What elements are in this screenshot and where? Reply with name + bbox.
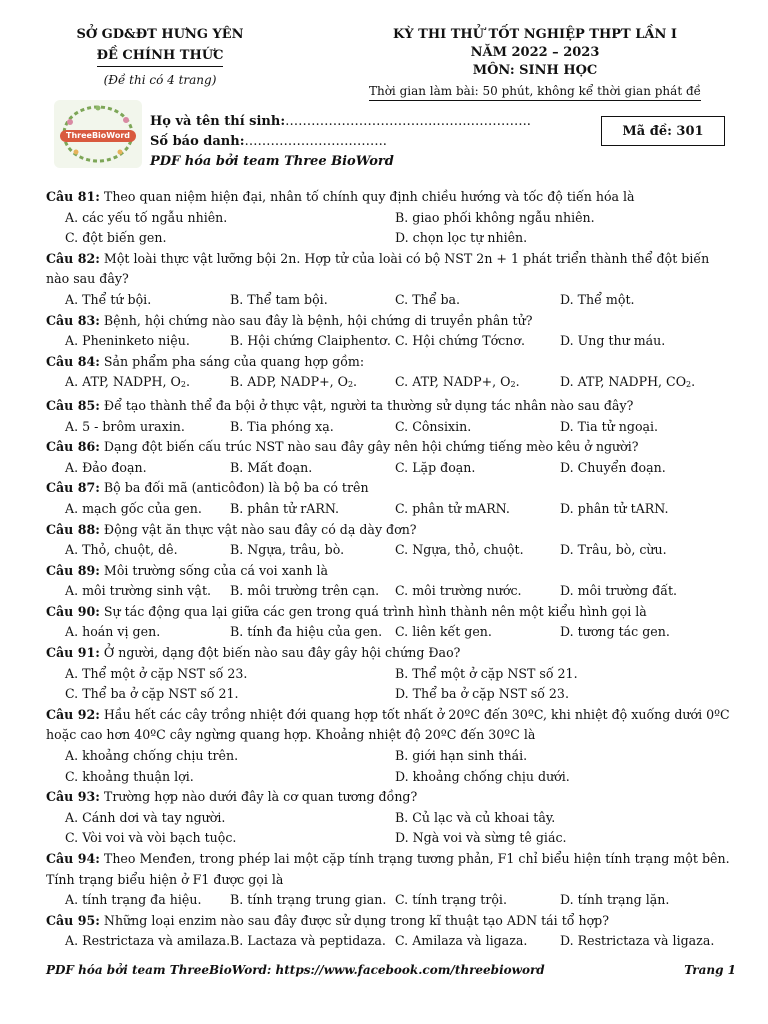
answer-options [46,208,736,249]
answer-option[interactable] [230,331,395,352]
question-text [46,249,736,290]
answer-option[interactable] [395,290,560,311]
wreath-logo-icon [54,100,142,168]
answer-option[interactable] [65,458,230,479]
answer-option[interactable] [395,622,560,643]
answer-option-text: A. khoảng chống chịu trên. [65,748,239,764]
question-number: Câu 90: [46,603,100,619]
answer-options [46,746,736,787]
question-stem: Động vật ăn thực vật nào sau đây có dạ dày đơn? [103,521,417,537]
answer-options [46,417,736,438]
exam-title: KỲ THI THỬ TỐT NGHIỆP THPT LẦN I [393,27,677,42]
answer-option[interactable]: D. ATP, NADPH, $CO_2$. [560,374,696,390]
answer-option-text: C. tính trạng trội. [395,892,507,908]
question-stem: Hầu hết các cây trồng nhiệt đới quang hợp tốt nhất ở 20ºC đến 30ºC, khi nhiệt độ xuống dưới 0ºC hoặc cao hơn 40ºC cây ngừng quang hợp. Khoảng nhiệt độ 20ºC đến 30ºC là [46,706,730,743]
answer-option[interactable] [560,499,725,520]
question-text [46,705,736,746]
answer-option[interactable] [65,290,230,311]
answer-option-text: B. Lactaza và peptidaza. [230,933,386,949]
answer-option-text: A. tính trạng đa hiệu. [65,892,202,908]
answer-option[interactable] [65,664,395,685]
answer-option-text: B. Mất đoạn. [230,459,313,475]
question-text [46,352,736,373]
answer-option-text: C. môi trường nước. [395,583,522,599]
question-number: Câu 83: [46,312,100,328]
answer-option[interactable] [230,581,395,602]
question-stem: Trường hợp nào dưới đây là cơ quan tương đồng? [103,789,418,805]
answer-option[interactable] [65,931,230,952]
answer-option-text: C. liên kết gen. [395,624,492,640]
answer-option[interactable] [65,581,230,602]
student-name-dots: ……………………………..……..………….. [285,114,531,129]
answer-option[interactable] [230,622,395,643]
answer-option-text: C. Cônsixin. [395,418,472,434]
student-info [150,112,531,172]
answer-option[interactable] [560,931,725,952]
answer-option-text: D. Ngà voi và sừng tê giác. [395,830,567,846]
answer-option-text: B. tính đa hiệu của gen. [230,624,383,640]
answer-options [46,372,736,396]
answer-options [46,890,736,911]
student-id-dots: …………………….…….. [244,134,387,149]
answer-options [46,808,736,849]
answer-options [46,581,736,602]
answer-option-text: B. giới hạn sinh thái. [395,748,528,764]
answer-option-text: D. khoảng chống chịu dưới. [395,768,570,784]
answer-option[interactable]: B. ADP, NADP+, $O_2$. [230,374,358,390]
exam-duration: Thời gian làm bài: 50 phút, không kể thời gian phát đề [369,82,701,101]
answer-option-text: A. hoán vị gen. [65,624,161,640]
answer-option-text: B. giao phối không ngẫu nhiên. [395,209,595,225]
student-id-label: Số báo danh: [150,134,245,149]
answer-option-text: A. Thể tứ bội. [65,291,152,307]
answer-options [46,458,736,479]
answer-option[interactable] [560,890,725,911]
answer-option-text: D. Trâu, bò, cừu. [560,542,667,558]
answer-option[interactable] [560,290,725,311]
question-stem: Những loại enzim nào sau đây được sử dụng trong kĩ thuật tạo ADN tái tổ hợp? [103,912,609,928]
question-number: Câu 84: [46,353,100,369]
answer-option-text: D. tính trạng lặn. [560,892,670,908]
exam-year: NĂM 2022 – 2023 [470,45,600,60]
question-stem: Sản phẩm pha sáng của quang hợp gồm: [103,353,365,369]
question-stem: Để tạo thành thể đa bội ở thực vật, người ta thường sử dụng tác nhân nào sau đây? [103,397,634,413]
question-text [46,187,736,208]
question-text [46,478,736,499]
answer-option[interactable]: C. ATP, NADP+, $O_2$. [395,374,520,390]
official-label: ĐỀ CHÍNH THỨC [97,47,224,67]
question-stem: Một loài thực vật lưỡng bội 2n. Hợp tử của loài có bộ NST 2n + 1 phát triển thành thể đột biến nào sau đây? [46,250,710,287]
question-text [46,787,736,808]
subscript: 2 [347,380,354,390]
question-number: Câu 95: [46,912,100,928]
answer-option[interactable] [65,808,395,829]
question-text [46,561,736,582]
answer-option[interactable] [395,890,560,911]
exam-subject: MÔN: SINH HỌC [472,63,598,78]
answer-option[interactable] [230,540,395,561]
answer-option[interactable] [395,931,560,952]
answer-option[interactable] [230,499,395,520]
page-footer [46,963,736,977]
header-left [60,26,260,89]
question-number: Câu 89: [46,562,100,578]
answer-option[interactable] [65,228,395,249]
answer-options [46,331,736,352]
answer-option-text: C. khoảng thuận lợi. [65,768,194,784]
subscript: 2 [686,380,692,390]
exam-code-box: Mã đề: 301 [601,116,725,146]
answer-option-text: B. Củ lạc và củ khoai tây. [395,809,556,825]
answer-option-text: A. Đảo đoạn. [65,459,147,475]
answer-option[interactable] [230,890,395,911]
answer-options [46,540,736,561]
answer-options [46,664,736,705]
answer-option[interactable] [395,458,560,479]
answer-option-text: A. Pheninketo niệu. [65,333,190,349]
answer-option-text: A. Thể một ở cặp NST số 23. [65,665,248,681]
answer-option[interactable] [560,540,725,561]
answer-option[interactable] [65,684,395,705]
page-count-note: (Đề thi có 4 trang) [103,73,217,87]
question-text [46,437,736,458]
answer-option-text: D. Thể ba ở cặp NST số 23. [395,686,569,702]
answer-option-text: A. Thỏ, chuột, dê. [65,542,178,558]
answer-options [46,290,736,311]
question-text [46,311,736,332]
question-number: Câu 82: [46,250,100,266]
answer-option-text: B. phân tử rARN. [230,500,340,516]
department-name: SỞ GD&ĐT HƯNG YÊN [76,27,244,42]
answer-option-text: B. Thể một ở cặp NST số 21. [395,665,578,681]
answer-option[interactable] [65,828,395,849]
answer-option-text: D. Ung thư máu. [560,333,666,349]
answer-option[interactable] [230,290,395,311]
answer-option[interactable] [395,746,725,767]
answer-option[interactable] [560,331,725,352]
header-right [355,26,715,101]
answer-option-text: A. các yếu tố ngẫu nhiên. [65,209,228,225]
answer-option-text: C. Lặp đoạn. [395,459,476,475]
answer-option-text: B. môi trường trên cạn. [230,583,380,599]
answer-option-text: C. phân tử mARN. [395,500,510,516]
answer-option-text: A. 5 - brôm uraxin. [65,418,185,434]
answer-option[interactable] [395,767,725,788]
answer-option-text: B. Ngựa, trâu, bò. [230,542,345,558]
answer-option-text: A. Cánh dơi và tay người. [65,809,226,825]
answer-option-text: C. ATP, NADP+, O [395,374,511,390]
subscript: 2 [180,380,186,390]
answer-option-text: D. Chuyển đoạn. [560,459,666,475]
question-stem: Dạng đột biến cấu trúc NST nào sau đây gây nên hội chứng tiếng mèo kêu ở người? [103,439,639,455]
answer-option[interactable] [230,931,395,952]
question-number: Câu 85: [46,397,100,413]
question-stem: Bộ ba đối mã (anticôđon) là bộ ba có trên [103,480,369,496]
question-number: Câu 87: [46,480,100,496]
question-number: Câu 86: [46,439,100,455]
answer-option[interactable] [560,417,725,438]
answer-option[interactable] [65,499,230,520]
answer-options [46,622,736,643]
question-number: Câu 93: [46,789,100,805]
answer-option[interactable] [395,540,560,561]
answer-option[interactable] [230,417,395,438]
answer-option-text: D. ATP, NADPH, CO [560,374,687,390]
answer-option-text: D. Restrictaza và ligaza. [560,933,715,949]
answer-options [46,499,736,520]
answer-option[interactable] [395,228,725,249]
answer-option[interactable] [230,458,395,479]
answer-option-text: B. ADP, NADP+, O [230,374,348,390]
answer-option[interactable] [65,622,230,643]
answer-option[interactable] [560,581,725,602]
answer-option-text: B. Hội chứng Claiphentơ. [230,333,391,349]
answer-option-text: C. Thể ba. [395,291,461,307]
answer-option-text: B. Thể tam bội. [230,291,328,307]
answer-option-text: B. Tia phóng xạ. [230,418,334,434]
answer-option[interactable] [65,746,395,767]
answer-option[interactable] [395,581,560,602]
question-number: Câu 81: [46,189,100,204]
question-stem: Sự tác động qua lại giữa các gen trong quá trình hình thành nên một kiểu hình gọi là [103,603,647,619]
question-list [46,187,736,952]
question-text [46,849,736,890]
answer-option-text: D. chọn lọc tự nhiên. [395,230,528,246]
student-name-label: Họ và tên thí sinh: [150,114,286,129]
answer-option[interactable] [395,417,560,438]
answer-option[interactable] [65,417,230,438]
answer-option[interactable] [65,890,230,911]
answer-option[interactable] [65,767,395,788]
question-stem: Ở người, dạng đột biến nào sau đây gây hội chứng Đao? [103,645,461,661]
answer-option-text: A. Restrictaza và amilaza. [65,933,231,949]
answer-option[interactable] [395,499,560,520]
question-text [46,520,736,541]
answer-option[interactable] [560,458,725,479]
answer-option-text: D. môi trường đất. [560,583,678,599]
answer-option[interactable] [395,208,725,229]
answer-option[interactable] [395,808,725,829]
answer-option-text: B. tính trạng trung gian. [230,892,387,908]
question-stem: Môi trường sống của cá voi xanh là [103,562,329,578]
question-number: Câu 88: [46,521,100,537]
question-text [46,396,736,417]
answer-option-text: D. Tia tử ngoại. [560,418,659,434]
answer-option[interactable] [65,540,230,561]
answer-options [46,931,736,952]
answer-option[interactable]: A. ATP, NADPH, $O_2$. [65,374,190,390]
question-stem: Theo Menđen, trong phép lai một cặp tính trạng tương phản, F1 chỉ biểu hiện tính trạng một bên. Tính trạng biểu hiện ở F1 được gọi là [46,851,730,887]
answer-option-text: C. Hội chứng Tớcnơ. [395,333,525,349]
footer-credit: PDF hóa bởi team ThreeBioWord: https://www.facebook.com/threebioword [46,963,545,977]
question-number: Câu 92: [46,706,100,722]
question-text [46,911,736,932]
answer-option[interactable] [560,622,725,643]
answer-option-text: C. Ngựa, thỏ, chuột. [395,542,524,558]
page-number: Trang 1 [684,963,736,977]
answer-option-text: C. Amilaza và ligaza. [395,933,528,949]
question-stem: Theo quan niệm hiện đại, nhân tố chính quy định chiều hướng và tốc độ tiến hóa là [103,189,635,204]
answer-option[interactable] [395,331,560,352]
answer-option-text: C. đột biến gen. [65,230,167,246]
answer-option[interactable] [395,684,725,705]
logo-text: ThreeBioWord [60,130,136,142]
answer-option[interactable] [65,331,230,352]
question-number: Câu 91: [46,645,100,661]
answer-option-text: A. môi trường sinh vật. [65,583,212,599]
answer-option[interactable] [395,664,725,685]
question-text [46,643,736,664]
answer-option[interactable] [395,828,725,849]
pdf-credit: PDF hóa bởi team Three BioWord [150,154,394,169]
answer-option-text: C. Thể ba ở cặp NST số 21. [65,686,239,702]
question-stem: Bệnh, hội chứng nào sau đây là bệnh, hội chứng di truyền phân tử? [103,312,533,328]
answer-option-text: C. Vòi voi và vòi bạch tuộc. [65,830,237,846]
answer-option-text: A. mạch gốc của gen. [65,500,202,516]
answer-option-text: A. ATP, NADPH, O [65,374,181,390]
answer-option-text: D. Thể một. [560,291,635,307]
answer-option[interactable] [65,208,395,229]
question-text [46,602,736,623]
answer-option-text: D. tương tác gen. [560,624,670,640]
question-number: Câu 94: [46,851,100,866]
subscript: 2 [510,380,516,390]
answer-option-text: D. phân tử tARN. [560,500,669,516]
